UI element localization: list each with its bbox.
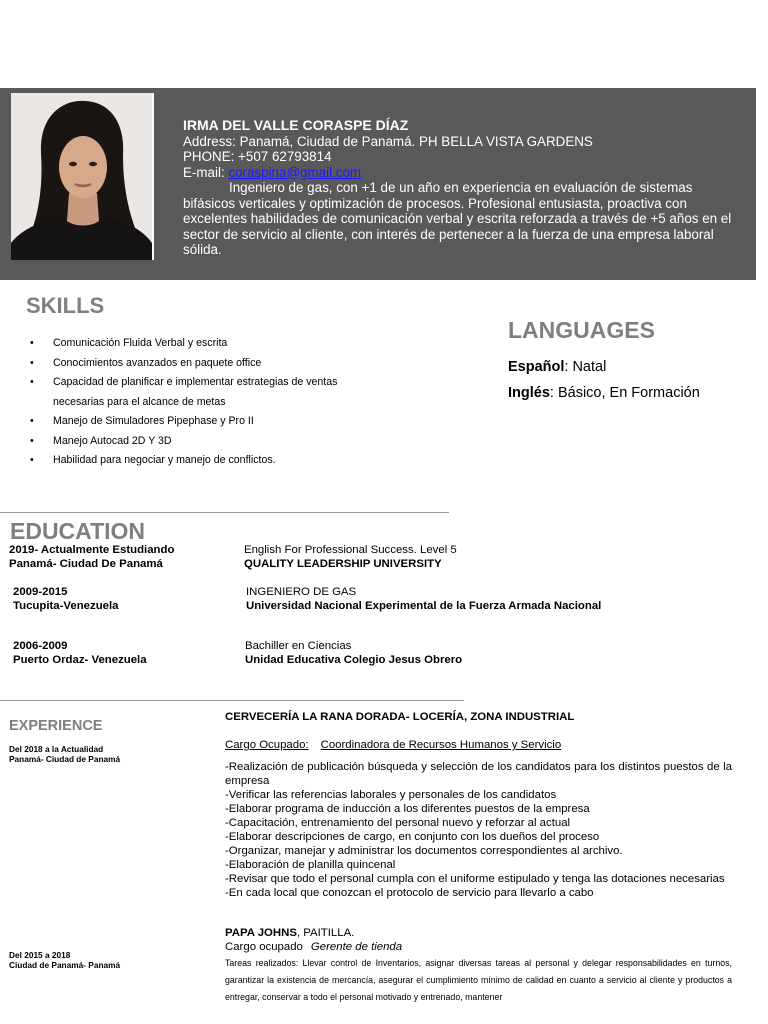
skill-item: • Manejo de Simuladores Pipephase y Pro II (30, 412, 390, 432)
education-detail (246, 586, 601, 613)
profile-photo-image (11, 93, 152, 260)
education-location: Tucupita-Venezuela (13, 599, 119, 612)
education-dates: 2019- Actualmente Estudiando (9, 544, 175, 556)
job-duty-item: -Organizar, manejar y administrar los documentos correspondientes al archivo. (225, 845, 623, 857)
education-dates: 2006-2009 (13, 640, 68, 652)
job-company (225, 927, 354, 939)
job-dates: Del 2018 a la Actualidad (9, 744, 104, 754)
job-role-label: Cargo Ocupado: (225, 739, 309, 751)
language-name: Español (508, 359, 565, 375)
job-company-name: PAPA JOHNS (225, 927, 297, 939)
email-line (183, 165, 743, 181)
language-level: : Básico, En Formación (549, 384, 700, 401)
education-period (13, 640, 147, 667)
education-detail (244, 544, 457, 571)
language-level: : Natal (564, 359, 607, 375)
email-label: E-mail: (183, 164, 229, 180)
job-duty-item: -Elaborar programa de inducción a los diferentes puestos de la empresa (225, 803, 590, 815)
job-tasks: Tareas realizados: Llevar control de Inventarios, asignar diversas tareas al personal y delegar responsabilidades en turnos, garantizar la existencia de mercancía, asegurar el cumplimiento mínimo de calidad en cuanto a servicio al cliente y productos a entregar, conservar a todo el personal motivado y entrenado, mantener (225, 958, 732, 1002)
job-role (225, 739, 561, 751)
job-period (9, 951, 120, 970)
language-name: Inglés (508, 384, 550, 401)
experience-heading: EXPERIENCE (9, 718, 103, 734)
section-divider (0, 700, 464, 701)
section-divider (0, 512, 449, 513)
skill-item: • Conocimientos avanzados en paquete office (30, 354, 390, 374)
job-role-title: Gerente de tienda (310, 941, 403, 953)
skills-list (30, 334, 390, 471)
job-duty-item: -Capacitación, entrenamiento del personal nuevo y reforzar al actual (225, 817, 571, 829)
job-duty-item: -Elaboración de planilla quincenal (225, 859, 396, 871)
job-duty-item: -Revisar que todo el personal cumpla con el uniforme estipulado y tenga las dotaciones necesarias (225, 873, 725, 885)
education-detail (245, 640, 462, 667)
job-location: Panamá- Ciudad de Panamá (9, 753, 121, 764)
education-institution: QUALITY LEADERSHIP UNIVERSITY (244, 557, 442, 570)
skill-item: • Manejo Autocad 2D Y 3D (30, 432, 390, 452)
languages-heading: LANGUAGES (508, 317, 655, 343)
education-period (13, 586, 119, 613)
job-role-title: Coordinadora de Recursos Humanos y Servicio (320, 739, 562, 751)
education-degree: Bachiller en Ciencias (245, 640, 352, 652)
job-duty-item: -Realización de publicación búsqueda y selección de los candidatos para los distintos puestos de la empresa (225, 761, 732, 787)
education-degree: English For Professional Success. Level 5 (244, 544, 457, 556)
education-dates: 2009-2015 (13, 586, 68, 598)
education-heading: EDUCATION (10, 518, 146, 544)
education-institution: Universidad Nacional Experimental de la Fuerza Armada Nacional (246, 599, 602, 612)
candidate-name: IRMA DEL VALLE CORASPE DÍAZ (183, 117, 409, 133)
job-duty-item: -Verificar las referencias laborales y personales de los candidatos (225, 789, 557, 801)
languages-list (508, 355, 700, 406)
job-duties (225, 760, 732, 900)
job-dates: Del 2015 a 2018 (9, 950, 71, 960)
skill-item: • Habilidad para negociar y manejo de conflictos. (30, 451, 390, 471)
phone-line: PHONE: +507 62793814 (183, 149, 332, 164)
job-company: CERVECERÍA LA RANA DORADA- LOCERÍA, ZONA INDUSTRIAL (225, 711, 575, 723)
job-duty-item: -Elaborar descripciones de cargo, en conjunto con los dueños del proceso (225, 831, 600, 843)
skill-item: • Comunicación Fluida Verbal y escrita (30, 334, 390, 354)
education-period (9, 544, 174, 571)
job-period (9, 745, 120, 764)
profile-photo (11, 93, 154, 260)
language-item (508, 355, 700, 381)
address-line: Address: Panamá, Ciudad de Panamá. PH BELLA VISTA GARDENS (183, 133, 593, 149)
profile-summary: Ingeniero de gas, con +1 de un año en experiencia en evaluación de sistemas bifásicos verticales y optimización de procesos. Profesional entusiasta, proactiva con excelentes habilidades de comunicación verbal y escrita reforzada a través de +5 años en el sector de servicio al cliente, con interés de pertenecer a la fuerza de una empresa laboral sólida. (183, 180, 732, 257)
job-role (225, 941, 402, 953)
language-item (508, 381, 700, 407)
header-info (183, 118, 743, 258)
skill-item: • Capacidad de planificar e implementar estrategias de ventas necesarias para el alcance de metas (30, 373, 390, 412)
job-company-branch: , PAITILLA. (296, 927, 355, 939)
job-location: Ciudad de Panamá- Panamá (9, 959, 121, 970)
job-duty-item: -En cada local que conozcan el protocolo de servicio para llevarlo a cabo (225, 887, 594, 899)
email-link[interactable]: coraspina@gmail.com (228, 164, 362, 180)
skills-heading: SKILLS (26, 293, 105, 318)
education-location: Panamá- Ciudad De Panamá (9, 557, 163, 570)
education-institution: Unidad Educativa Colegio Jesus Obrero (245, 653, 463, 666)
education-location: Puerto Ordaz- Venezuela (13, 653, 147, 666)
job-role-label: Cargo ocupado (225, 941, 303, 953)
education-degree: INGENIERO DE GAS (246, 586, 357, 598)
